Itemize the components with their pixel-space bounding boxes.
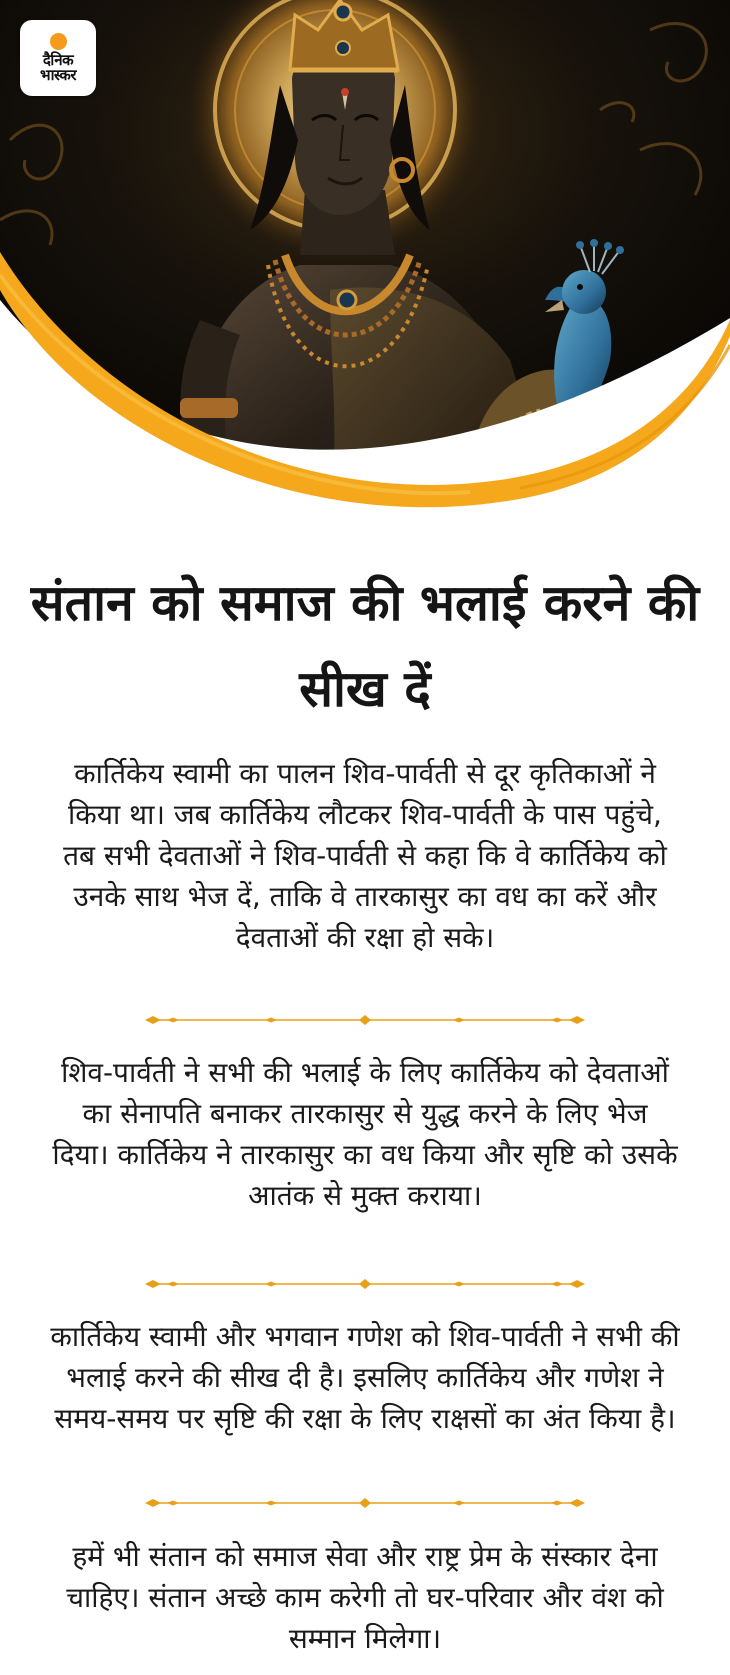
paragraph-3: कार्तिकेय स्वामी और भगवान गणेश को शिव-पार्वती ने सभी की भलाई करने की सीख दी है। इसलिए कार्तिकेय और गणेश ने समय-समय पर सृष्टि की रक्षा के लिए राक्षसों का अंत किया है।	[50, 1320, 680, 1435]
paragraph-2: शिव-पार्वती ने सभी की भलाई के लिए कार्तिकेय को देवताओं का सेनापति बनाकर तारकासुर से युद्ध करने के लिए भेज दिया। कार्तिकेय ने तारकासुर का वध किया और सृष्टि को उसके आतंक से मुक्त कराया।	[52, 1056, 678, 1212]
hero-illustration	[0, 0, 730, 530]
logo-line1: दैनिक	[42, 51, 74, 69]
logo-dot-icon	[50, 33, 67, 50]
page-title: संतान को समाज की भलाई करने की सीख दें	[30, 574, 700, 718]
paragraph-4: हमें भी संतान को समाज सेवा और राष्ट्र प्रेम के संस्कार देना चाहिए। संतान अच्छे काम करेगी तो घर-परिवार और वंश को सम्मान मिलेगा।	[66, 1540, 664, 1655]
logo-line2: भास्कर	[40, 66, 76, 84]
kartikeya-illustration	[0, 0, 730, 530]
paragraph-1: कार्तिकेय स्वामी का पालन शिव-पार्वती से दूर कृतिकाओं ने किया था। जब कार्तिकेय लौटकर शिव-पार्वती के पास पहुंचे, तब सभी देवताओं ने शिव-पार्वती से कहा कि वे कार्तिकेय को उनके साथ भेज दें, ताकि वे तारकासुर का वध का करें और देवताओं की रक्षा हो सके।	[63, 757, 667, 954]
dainik-bhaskar-logo	[20, 20, 96, 96]
divider-ornament-icon	[145, 1278, 585, 1290]
divider-ornament-icon	[145, 1497, 585, 1509]
divider-ornament-icon	[145, 1014, 585, 1026]
